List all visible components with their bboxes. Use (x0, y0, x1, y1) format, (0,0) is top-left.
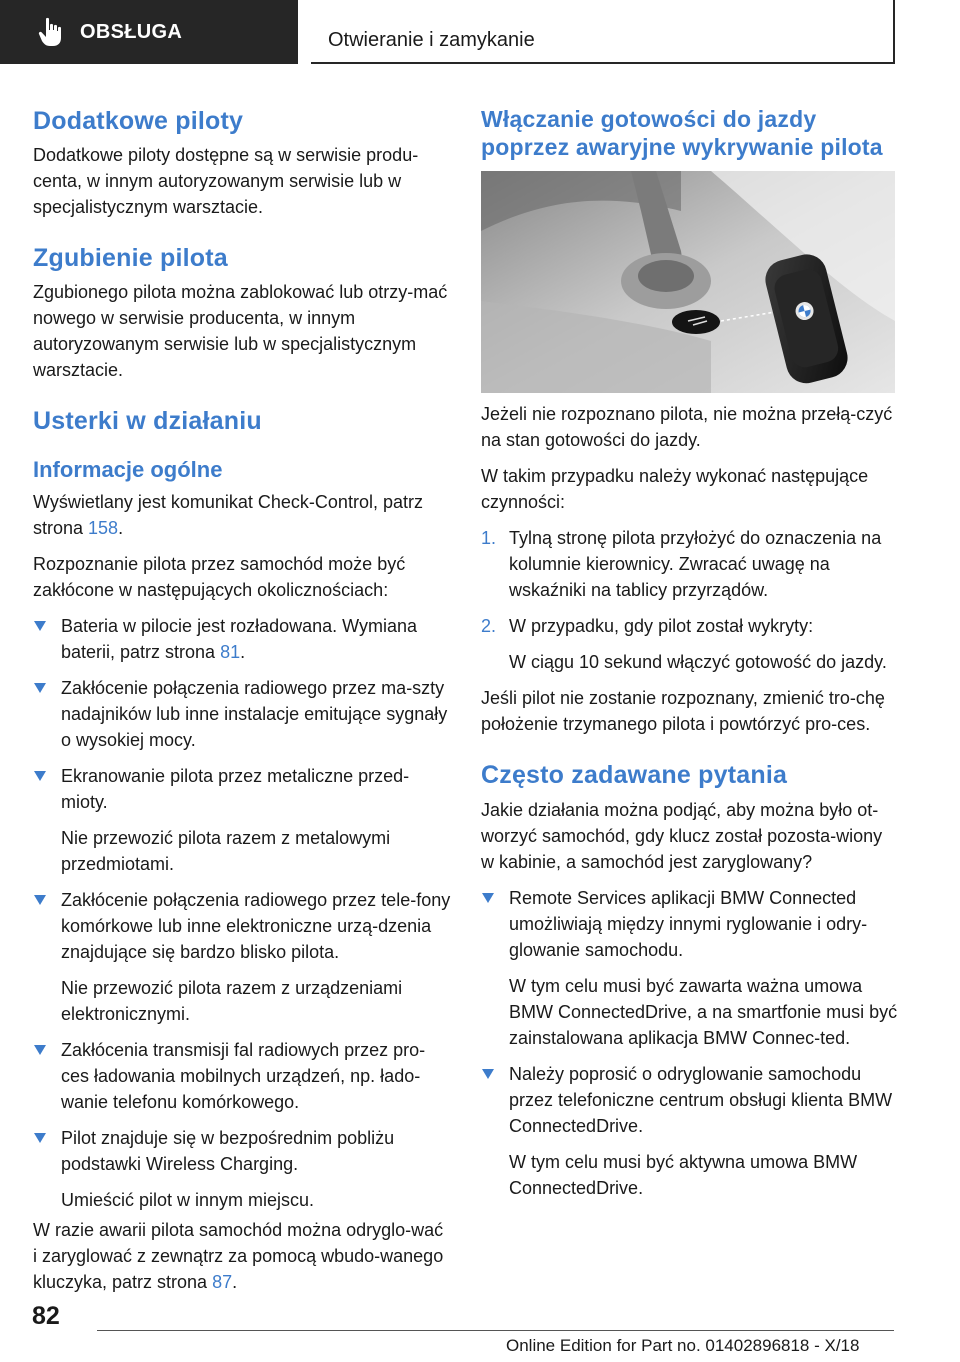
bullet-text: Zakłócenie połączenia radiowego przez ma-szty nadajników lub inne instalacje emitujące sygnały o wysokiej mocy. (61, 678, 448, 750)
list-item (33, 1125, 451, 1213)
list-item (33, 1037, 451, 1115)
step-number: 1. (481, 528, 497, 548)
list-item (481, 525, 899, 603)
faq-answers-list (481, 885, 899, 1201)
paragraph-check-control (33, 489, 451, 541)
paragraph-extra-remotes: Dodatkowe piloty dostępne są w serwisie produ-centa, w innym autoryzowanym serwisie lub w specjalistycznym warsztacie. (33, 145, 419, 217)
heading-extra-remotes: Dodatkowe piloty (33, 107, 244, 135)
paragraph-not-recognized: Jeżeli nie rozpoznano pilota, nie można przełą-czyć na stan gotowości do jazdy. (481, 404, 893, 450)
bullet-text: Bateria w pilocie jest rozładowana. Wymiana baterii, patrz strona (61, 616, 418, 662)
bullet-note: Nie przewozić pilota razem z metalowymi przedmiotami. (61, 828, 391, 874)
bullet-text: Pilot znajduje się w bezpośrednim pobliżu podstawki Wireless Charging. (61, 1128, 395, 1174)
chapter-header (311, 0, 895, 64)
bullet-text: Zakłócenie połączenia radiowego przez tele-fony komórkowe lub inne elektroniczne urzą-dzenia znajdujące się bardzo blisko pilota. (61, 890, 451, 962)
paragraph-lost-remote: Zgubionego pilota można zablokować lub otrzy-mać nowego w serwisie producenta, w innym autoryzowanym serwisie lub w specjalistycznym warsztacie. (33, 282, 448, 380)
page-number: 82 (32, 1302, 60, 1330)
list-item (33, 675, 451, 753)
section-tab (0, 0, 298, 64)
heading-malfunctions: Usterki w działaniu (33, 407, 262, 435)
footer-divider (97, 1330, 894, 1331)
triangle-bullet-icon (34, 1045, 46, 1055)
triangle-bullet-icon (482, 893, 494, 903)
steering-column-photo (481, 171, 895, 393)
heading-emergency-detection: Włączanie gotowości do jazdy poprzez awaryjne wykrywanie pilota (481, 106, 883, 160)
paragraph-emergency-key (33, 1217, 451, 1295)
subheading-general-info: Informacje ogólne (33, 457, 223, 482)
right-column (481, 100, 899, 1201)
hand-icon (38, 17, 64, 47)
list-item (481, 613, 899, 675)
bullet-end: . (240, 642, 246, 662)
bullet-text: Zakłócenia transmisji fal radiowych przez pro-ces ładowania mobilnych urządzeń, np. łado-wanie telefonu komórkowego. (61, 1040, 426, 1112)
step-note: W ciągu 10 sekund włączyć gotowość do jazdy. (509, 652, 887, 672)
step-number: 2. (481, 616, 497, 636)
triangle-bullet-icon (34, 621, 46, 631)
list-item (33, 887, 451, 1027)
paragraph-recognition: Rozpoznanie pilota przez samochód może być zakłócone w następujących okolicznościach: (33, 554, 406, 600)
left-column (33, 100, 451, 1295)
triangle-bullet-icon (34, 771, 46, 781)
edition-note: Online Edition for Part no. 01402896818 - X/18 (506, 1336, 860, 1355)
paragraph-steps-intro: W takim przypadku należy wykonać następujące czynności: (481, 466, 869, 512)
paragraph-faq-question: Jakie działania można podjąć, aby można było ot-worzyć samochód, gdy klucz został pozosta-wiony w kabinie, a samochód jest zaryglowany? (481, 800, 883, 872)
bullet-text: Remote Services aplikacji BMW Connected umożliwiają między innymi ryglowanie i odry-glowanie samochodu. (509, 888, 868, 960)
list-item (481, 1061, 899, 1201)
bullet-note: Umieścić pilot w innym miejscu. (61, 1190, 315, 1210)
chapter-title: Otwieranie i zamykanie (328, 29, 535, 51)
list-item (33, 763, 451, 877)
emergency-key-end: . (232, 1272, 238, 1292)
link-page-158[interactable]: 158 (88, 518, 119, 538)
check-control-text: Wyświetlany jest komunikat Check-Control, patrz strona (33, 492, 423, 538)
interference-list (33, 613, 451, 1213)
list-item (481, 885, 899, 1051)
paragraph-retry: Jeśli pilot nie zostanie rozpoznany, zmienić tro-chę położenie trzymanego pilota i powtórzyć pro-ces. (481, 688, 885, 734)
procedure-steps (481, 525, 899, 675)
triangle-bullet-icon (34, 1133, 46, 1143)
bullet-text: Ekranowanie pilota przez metaliczne przed-mioty. (61, 766, 410, 812)
emergency-key-text: W razie awarii pilota samochód można odryglo-wać i zaryglować z zewnątrz za pomocą wbudo-wanego kluczyka, patrz strona (33, 1220, 444, 1292)
heading-faq: Często zadawane pytania (481, 761, 788, 789)
bullet-note: Nie przewozić pilota razem z urządzeniami elektronicznymi. (61, 978, 403, 1024)
bullet-note: W tym celu musi być aktywna umowa BMW ConnectedDrive. (509, 1152, 858, 1198)
triangle-bullet-icon (34, 895, 46, 905)
triangle-bullet-icon (482, 1069, 494, 1079)
step-text: Tylną stronę pilota przyłożyć do oznaczenia na kolumnie kierownicy. Zwracać uwagę na wskaźniki na tablicy przyrządów. (509, 528, 882, 600)
section-label: OBSŁUGA (80, 20, 183, 43)
list-item (33, 613, 451, 665)
triangle-bullet-icon (34, 683, 46, 693)
link-page-81[interactable]: 81 (220, 642, 241, 662)
check-control-end: . (118, 518, 124, 538)
step-text: W przypadku, gdy pilot został wykryty: (509, 616, 814, 636)
heading-lost-remote: Zgubienie pilota (33, 244, 228, 272)
bullet-text: Należy poprosić o odryglowanie samochodu przez telefoniczne centrum obsługi klienta BMW ConnectedDrive. (509, 1064, 893, 1136)
link-page-87[interactable]: 87 (212, 1272, 233, 1292)
bullet-note: W tym celu musi być zawarta ważna umowa BMW ConnectedDrive, a na smartfonie musi być zainstalowana aplikacja BMW Connec-ted. (509, 976, 898, 1048)
